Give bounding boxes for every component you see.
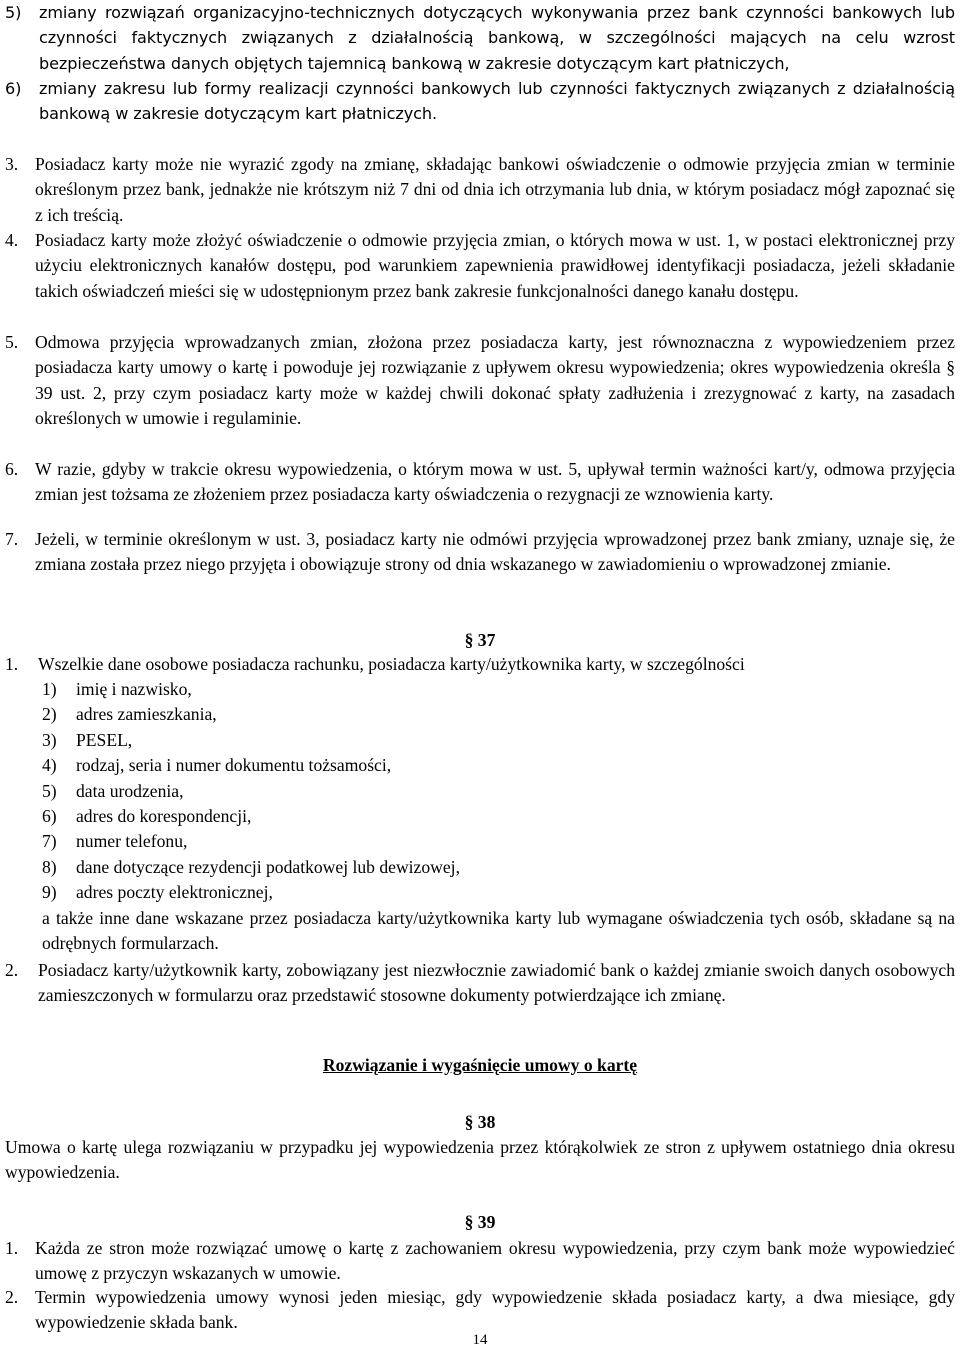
list-item-text: adres do korespondencji, [76,806,252,827]
section-37-heading: § 37 [464,630,496,650]
paragraph-text: Wszelkie dane osobowe posiadacza rachunku, posiadacza karty/użytkownika karty, w szczególności [38,654,745,674]
list-item-text: adres zamieszkania, [76,704,217,725]
section-title: Rozwiązanie i wygaśnięcie umowy o kartę [322,1055,638,1075]
list-item-number: 3) [42,729,57,750]
section-37-paragraph-1 [5,652,955,677]
list-item-number: 7) [42,831,57,852]
paragraph-text: Jeżeli, w terminie określonym w ust. 3, posiadacz karty nie odmówi przyjęcia wprowadzonej przez bank zmiany, uznaje się, że zmiana została przez niego przyjęta i obowiązuje strony od dnia wskazanego w zawiadomieniu o wprowadzonej zmianie. [35,529,955,575]
list-item-text: imię i nazwisko, [76,679,192,699]
list-item-text: dane dotyczące rezydencji podatkowej lub dewizowej, [76,856,460,877]
paragraph-5 [5,330,955,432]
personal-data-list [42,677,955,956]
list-tail-text: a także inne dane wskazane przez posiadacza karty/użytkownika karty lub wymagane oświadczenia tych osób, składane są na odrębnych formularzach. [42,907,955,954]
list-continuation [5,0,955,124]
list-item [42,753,955,778]
paragraph-text: Każda ze stron może rozwiązać umowę o kartę z zachowaniem okresu wypowiedzenia, przy czym bank może wypowiedzieć umowę z przyczyn wskazanych w umowie. [35,1238,955,1284]
paragraph-number: 5. [5,332,19,352]
list-item [42,829,955,854]
list-item [42,702,955,727]
list-item-text: zmiany zakresu lub formy realizacji czynności bankowych lub czynności faktycznych związanych z działalnością bankową w zakresie dotyczącym kart płatniczych. [39,79,955,124]
list-item [42,728,955,753]
paragraph-number: 1. [5,1238,19,1258]
paragraph-text: Posiadacz karty może nie wyrazić zgody na zmianę, składając bankowi oświadczenie o odmowie przyjęcia zmian w terminie określonym przez bank, jednakże nie krótszym niż 7 dni od dnia ich otrzymania lub dnia, w którym posiadacz mógł zapoznać się z ich treścią. [35,154,955,225]
paragraph-number: 1. [5,654,19,674]
list-item-text: PESEL, [76,729,133,750]
paragraph-4 [5,228,955,304]
list-item-number: 9) [42,882,57,903]
page-number: 14 [472,1332,488,1348]
list-item-text: adres poczty elektronicznej, [76,882,273,903]
paragraph-number: 7. [5,529,19,549]
paragraph-6 [5,457,955,508]
paragraph-text: Termin wypowiedzenia umowy wynosi jeden miesiąc, gdy wypowiedzenie składa posiadacz karty, a dwa miesiące, gdy wypowiedzenie składa bank. [35,1287,955,1333]
section-39-paragraph-1 [5,1236,955,1287]
list-item-text: numer telefonu, [76,831,188,852]
list-item [42,804,955,829]
paragraph-number: 2. [5,1287,19,1307]
list-item-6 [5,76,955,127]
paragraph-number: 6. [5,459,19,479]
list-item-text: data urodzenia, [76,780,184,801]
paragraph-text: Odmowa przyjęcia wprowadzanych zmian, złożona przez posiadacza karty, jest równoznaczna z wypowiedzeniem przez posiadacza karty umowy o kartę i powoduje jej rozwiązanie z upływem okresu wypowiedzenia; okres wypowiedzenia określa § 39 ust. 2, przy czym posiadacz karty może w każdej chwili dokonać spłaty zadłużenia i zrezygnować z karty, na zasadach określonych w umowie i regulaminie. [35,332,955,429]
list-item-number: 6) [42,806,57,827]
list-item-number: 5) [5,3,22,22]
list-item-text: zmiany rozwiązań organizacyjno-technicznych dotyczących wykonywania przez bank czynności bankowych lub czynności faktycznych związanych z działalnością bankową, w szczególności mających na celu wzrost bezpieczeństwa danych objętych tajemnicą bankową w zakresie dotyczącym kart płatniczych, [39,3,955,73]
paragraph-3 [5,152,955,228]
list-item [42,779,955,804]
list-item-number: 5) [42,780,57,801]
list-item [42,677,955,702]
section-38-heading: § 38 [464,1112,496,1132]
paragraph-7 [5,527,955,578]
paragraph-number: 2. [5,960,19,980]
list-item-number: 2) [42,704,57,725]
paragraph-text: Posiadacz karty/użytkownik karty, zobowiązany jest niezwłocznie zawiadomić bank o każdej zmianie swoich danych osobowych zamieszczonych w formularzu oraz przedstawić stosowne dokumenty potwierdzające ich zmianę. [38,960,955,1006]
paragraph-text: Posiadacz karty może złożyć oświadczenie o odmowie przyjęcia zmian, o których mowa w ust. 1, w postaci elektronicznej przy użyciu elektronicznych kanałów dostępu, pod warunkiem zapewnienia prawidłowej identyfikacji posiadacza, jeżeli składanie takich oświadczeń mieści się w udostępnionym przez bank zakresie funkcjonalności danego kanału dostępu. [35,230,955,301]
list-item-number: 6) [5,79,22,98]
section-38-text: Umowa o kartę ulega rozwiązaniu w przypadku jej wypowiedzenia przez którąkolwiek ze stron z upływem ostatniego dnia okresu wypowiedzenia. [5,1137,955,1183]
section-37-paragraph-2 [5,958,955,1009]
list-item [42,855,955,880]
list-item-5 [5,0,955,76]
paragraph-number: 4. [5,230,19,250]
list-item-text: rodzaj, seria i numer dokumentu tożsamości, [76,755,392,776]
paragraph-text: W razie, gdyby w trakcie okresu wypowiedzenia, o którym mowa w ust. 5, upływał termin ważności kart/y, odmowa przyjęcia zmian jest tożsama ze złożeniem przez posiadacza karty oświadczenia o rezygnacji ze wznowienia karty. [35,459,955,505]
list-item [42,880,955,905]
list-item-number: 8) [42,856,57,877]
paragraph-number: 3. [5,154,19,174]
list-item-number: 1) [42,679,57,699]
list-item-number: 4) [42,755,57,776]
section-39-heading: § 39 [464,1212,496,1232]
